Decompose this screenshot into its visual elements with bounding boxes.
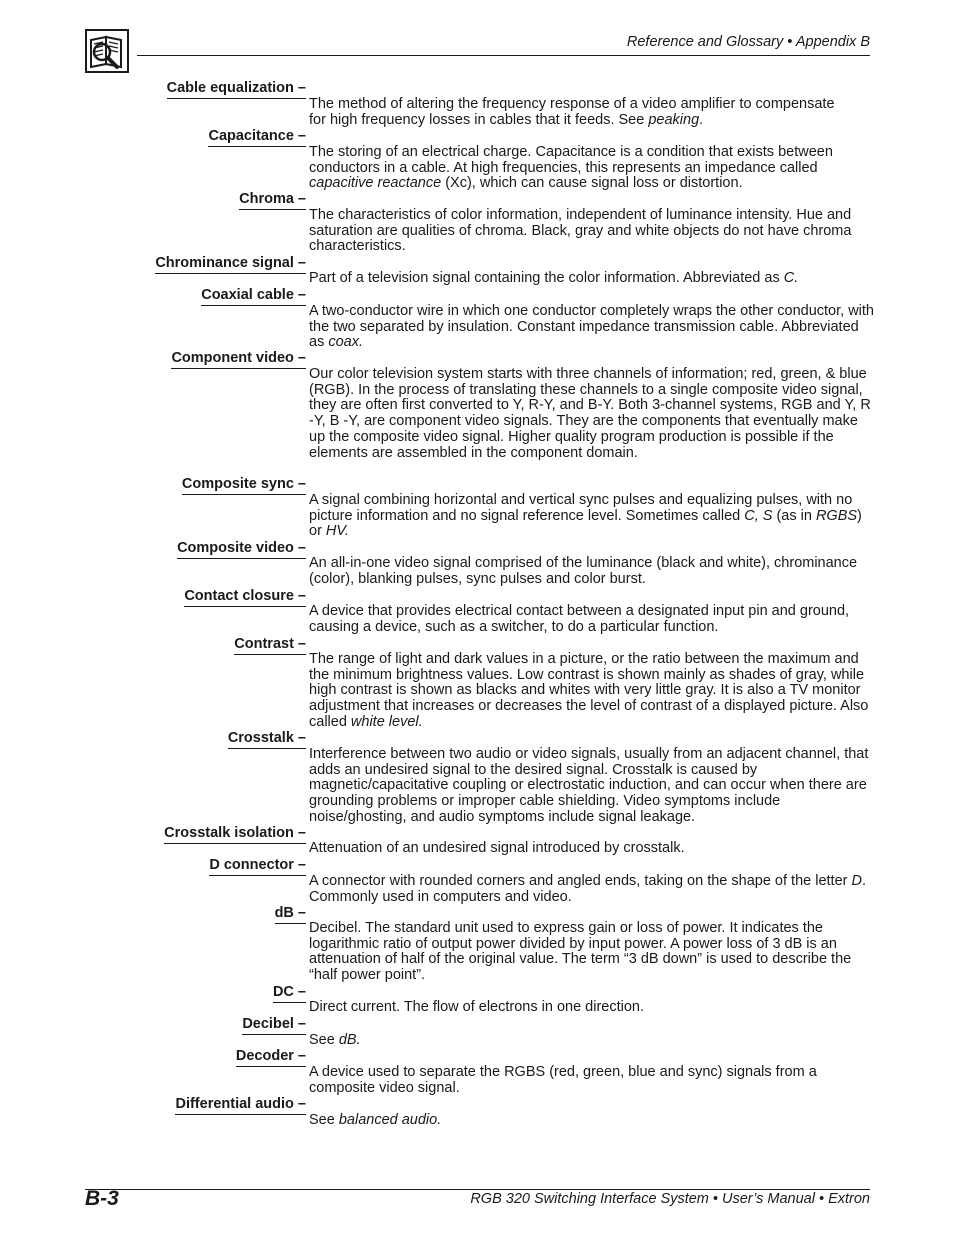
definition-emphasis: C, S <box>744 507 773 524</box>
glossary-term: Crosstalk isolation – <box>164 825 306 844</box>
glossary-term: D connector – <box>209 857 306 876</box>
glossary-term: Component video – <box>171 350 306 369</box>
glossary-definition <box>309 747 874 826</box>
glossary-definition <box>309 652 874 731</box>
glossary-definition <box>309 1113 874 1129</box>
definition-text: for high frequency losses in cables that it feeds. See <box>309 111 649 128</box>
footer-title: RGB 320 Switching Interface System • User’s Manual • Extron <box>470 1191 870 1207</box>
glossary-definition <box>309 604 874 635</box>
glossary-term: Differential audio – <box>175 1096 306 1115</box>
definition-text: See <box>309 1032 339 1048</box>
glossary-term: Crosstalk – <box>228 730 306 749</box>
definition-text: A connector with rounded corners and angled ends, taking on the shape of the letter <box>309 873 852 889</box>
glossary-definition <box>309 97 874 128</box>
definition-emphasis: HV. <box>325 523 350 540</box>
definition-text: Part of a television signal containing the color information. Abbreviated as <box>309 270 784 286</box>
definition-text: The method of altering the frequency response of a video amplifier to compensate <box>309 96 835 112</box>
definition-text: A device used to separate the RGBS (red, green, blue and sync) signals from a composite video signal. <box>309 1064 817 1096</box>
definition-emphasis: peaking <box>648 111 700 128</box>
glossary-term: Cable equalization – <box>167 80 306 99</box>
glossary-term: Chroma – <box>239 191 306 210</box>
definition-text: (as in <box>772 507 816 524</box>
definition-emphasis: balanced audio. <box>338 1112 442 1128</box>
glossary-term: Contrast – <box>234 636 306 655</box>
definition-text: See <box>309 1112 339 1128</box>
definition-emphasis: white level. <box>350 713 423 730</box>
glossary-definition <box>309 874 874 905</box>
glossary-definition <box>309 304 874 351</box>
definition-emphasis: capacitive reactance <box>309 175 442 192</box>
glossary-definition <box>309 841 874 857</box>
glossary-term: Composite sync – <box>182 476 306 495</box>
glossary-term: Coaxial cable – <box>201 287 306 306</box>
glossary-definition <box>309 493 874 540</box>
definition-text: (Xc), which can cause signal loss or distortion. <box>441 175 743 192</box>
definition-text: The storing of an electrical charge. Capacitance is a condition that exists between conductors in a cable. At high frequencies, this represents an impedance called <box>309 144 833 176</box>
glossary-term: Contact closure – <box>184 588 306 607</box>
glossary-definition <box>309 208 874 255</box>
definition-text: . <box>699 111 704 128</box>
glossary-term: Capacitance – <box>208 128 306 147</box>
glossary-term: DC – <box>273 984 306 1003</box>
glossary-definition <box>309 1065 874 1096</box>
glossary-definition <box>309 367 874 461</box>
definition-text: The characteristics of color information, independent of luminance intensity. Hue and saturation are qualities of chroma. Black, gray and white objects do not have chroma characteristics. <box>309 207 852 255</box>
definition-text: An all-in-one video signal comprised of the luminance (black and white), chrominance (color), blanking pulses, sync pulses and color burst. <box>309 555 858 587</box>
glossary-definition <box>309 271 874 287</box>
definition-emphasis: D <box>851 873 862 889</box>
glossary-definition <box>309 556 874 587</box>
definition-text: The range of light and dark values in a picture, or the ratio between the maximum and the minimum brightness values. Low contrast is shown mainly as shades of gray, while high contrast is shown as blacks and whites with very little gray. It is also a TV monitor adjustment that increases or decreases the level of contrast of a displayed picture. Also called <box>309 651 869 730</box>
definition-text: A two-conductor wire in which one conductor completely wraps the other conductor, with the two separated by insulation. Constant impedance transmission cable. Abbreviated as <box>309 303 874 351</box>
glossary-definition <box>309 921 874 984</box>
definition-text: A device that provides electrical contact between a designated input pin and ground, causing a device, such as a switcher, to do a particular function. <box>309 603 850 635</box>
definition-emphasis: dB. <box>338 1032 361 1048</box>
glossary-definition <box>309 1000 874 1016</box>
definition-text: A signal combining horizontal and vertical sync pulses and equalizing pulses, with no picture information and no signal reference level. Sometimes called <box>309 492 853 524</box>
page-number: B-3 <box>85 1187 119 1210</box>
definition-emphasis: RGBS <box>815 507 858 524</box>
glossary-term: Decoder – <box>236 1048 306 1067</box>
glossary-term: Decibel – <box>242 1016 306 1035</box>
footer-rule <box>85 1189 870 1190</box>
definition-text: Decibel. The standard unit used to express gain or loss of power. It indicates the logarithmic ratio of output power divided by input power. A power loss of 3 dB is an attenuation of half of the original value. The term “3 dB down” is used to describe the “half power point”. <box>309 920 852 984</box>
definition-text: Direct current. The flow of electrons in one direction. <box>309 999 645 1015</box>
glossary-term: dB – <box>275 905 306 924</box>
definition-emphasis: C. <box>783 270 799 286</box>
glossary-term: Composite video – <box>177 540 306 559</box>
definition-text: Interference between two audio or video signals, usually from an adjacent channel, that adds an undesired signal to the desired signal. Crosstalk is caused by magnetic/capacitative coupling or electrostatic induction, and can occur when there are grounding problems or improper cable shielding. Video symptoms include noise/ghosting, and audio symptoms include signal leakage. <box>309 746 869 825</box>
glossary-definition <box>309 1033 874 1049</box>
glossary-term: Chrominance signal – <box>155 255 306 274</box>
glossary-definition <box>309 145 874 192</box>
definition-text: Our color television system starts with three channels of information; red, green, & blue (RGB). In the process of translating these channels to a single composite video signal, they are often first converted to Y, R-Y, and B-Y. Both 3-channel systems, RGB and Y, R -Y, B -Y, are component video signals. They are the components that eventually make up the composite video signal. Higher quality program production is possible if the elements are assembled in the component domain. <box>309 366 871 461</box>
header-title: Reference and Glossary • Appendix B <box>626 34 870 50</box>
definition-emphasis: coax. <box>328 334 364 351</box>
definition-text: . Commonly used in computers and video. <box>309 873 867 905</box>
definition-text: ) or <box>309 507 862 540</box>
definition-text: Attenuation of an undesired signal introduced by crosstalk. <box>309 840 685 856</box>
